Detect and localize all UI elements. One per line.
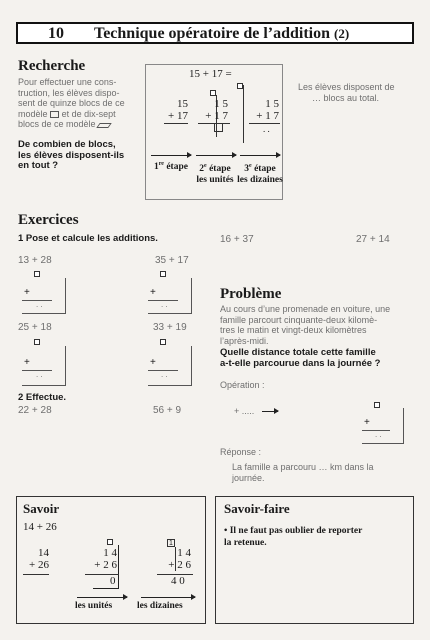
- recherche-title: Recherche: [18, 58, 86, 74]
- demo-col1-bottom: + 17: [168, 110, 188, 122]
- step-num: 1: [154, 162, 159, 173]
- plus-sign: +: [24, 357, 30, 368]
- demo-col3: [249, 98, 279, 122]
- step-sup: e: [249, 163, 252, 169]
- savoir-faire-title: Savoir-faire: [224, 501, 290, 516]
- lesson-title-text: Technique opératoire de l’addition: [94, 25, 331, 42]
- dots: . .: [161, 370, 168, 379]
- intro-line: blocs de ce modèle: [18, 119, 96, 130]
- lesson-part: (2): [334, 26, 350, 41]
- answer-line: … blocs au total.: [312, 92, 380, 103]
- demo-col2: [198, 98, 228, 122]
- demo-col3-bottom: + 1 7: [256, 110, 279, 122]
- savoir-carry: 1: [169, 540, 173, 547]
- savoir-col1: [21, 547, 49, 571]
- carry-box-icon: [160, 271, 166, 277]
- exercise-item: 13 + 28: [18, 255, 52, 266]
- step-sup: re: [158, 161, 164, 167]
- step-arrow: [240, 155, 280, 156]
- exercise-1-label: 1 Pose et calcule les additions.: [18, 233, 158, 244]
- flat-block-icon: [96, 123, 112, 128]
- reponse-label: Réponse :: [220, 447, 262, 457]
- savoir-col2-top: 1 4: [103, 547, 117, 559]
- intro-line: Pour effectuer une cons-: [18, 77, 117, 87]
- lesson-number: 10: [48, 25, 64, 42]
- savoir-col2-bottom: + 2 6: [94, 559, 117, 571]
- reponse-text: [232, 462, 412, 483]
- step-2-label: [191, 161, 239, 186]
- question-line: les élèves disposent-ils: [18, 149, 125, 161]
- exercise-item: 22 + 28: [18, 405, 52, 416]
- savoir-box: [16, 496, 206, 624]
- savoir-col3: [157, 547, 191, 571]
- demo-operation: 15 + 17 =: [189, 68, 232, 80]
- demo-col3-top: 1 5: [265, 98, 279, 110]
- savoir-faire-box: [215, 496, 414, 624]
- step-3-label: [235, 161, 285, 186]
- savoir-col2: [85, 547, 117, 571]
- probleme-question: [220, 348, 414, 369]
- dots: . .: [161, 300, 168, 309]
- savoir-faire-line: • Il ne faut pas oublier de reporter: [224, 526, 363, 536]
- probleme-line: l’après-midi.: [220, 335, 269, 346]
- intro-line: truction, les élèves dispo-: [18, 87, 120, 98]
- cube-block-icon: [50, 111, 59, 118]
- exercise-item: 16 + 37: [220, 234, 254, 245]
- question-line: De combien de blocs,: [18, 139, 116, 150]
- column-divider: [243, 85, 244, 143]
- probleme-line: Au cours d’une promenade en voiture, une: [220, 304, 391, 314]
- dots: . .: [375, 430, 382, 439]
- savoir-operation: 14 + 26: [23, 521, 57, 533]
- probleme-text: [220, 304, 414, 346]
- operation-label: Opération :: [220, 380, 265, 390]
- reponse-line: journée.: [232, 472, 265, 483]
- intro-line-with-block: [18, 119, 146, 130]
- step-arrow: [151, 155, 191, 156]
- savoir-label-unites: les unités: [75, 601, 113, 611]
- step-label: étape: [166, 162, 188, 173]
- question-line: en tout ?: [18, 160, 59, 172]
- savoir-col3-result: 4 0: [171, 575, 185, 587]
- intro-line: modèle: [18, 108, 48, 119]
- step-num: 3: [244, 164, 250, 175]
- demo-col2-top: 1 5: [214, 98, 228, 110]
- dots: . .: [36, 370, 43, 379]
- probleme-line: tres le matin et vingt-deux kilomètres: [220, 325, 367, 336]
- step-num: 2: [199, 164, 205, 175]
- step-arrow: [196, 155, 236, 156]
- exercise-item: 33 + 19: [153, 322, 187, 333]
- savoir-faire-line: la retenue.: [224, 538, 267, 548]
- savoir-faire-text: [224, 525, 409, 549]
- savoir-col2-result: 0: [110, 575, 116, 587]
- plus-sign: +: [24, 287, 30, 298]
- step-arrow: [141, 597, 195, 598]
- operation-template: + .....: [234, 406, 255, 416]
- probleme-line: famille parcourt cinquante-deux kilomè-: [220, 314, 378, 325]
- probleme-question-line: a-t-elle parcourue dans la journée ?: [220, 357, 381, 369]
- reponse-line: La famille a parcouru … km dans la: [232, 462, 374, 472]
- step-label: étape: [254, 164, 276, 175]
- carry-box-icon: [160, 339, 166, 345]
- demo-col3-result: . .: [263, 124, 270, 134]
- step-1-label: [149, 161, 193, 172]
- savoir-title: Savoir: [23, 501, 60, 516]
- savoir-carry-box: [167, 539, 175, 547]
- recherche-question: [18, 140, 148, 172]
- exercise-item: 27 + 14: [356, 234, 390, 245]
- intro-line: et de dix-sept: [61, 108, 116, 119]
- savoir-col1-line: [23, 574, 49, 575]
- probleme-question-line: Quelle distance totale cette famille: [220, 347, 376, 358]
- step-label: étape: [209, 164, 231, 175]
- intro-line: sent de quinze blocs de ce: [18, 98, 125, 109]
- operation-arrow: [262, 411, 278, 412]
- step-sub: les unités: [196, 175, 234, 186]
- demo-col1-line: [164, 123, 188, 124]
- savoir-col1-bottom: + 26: [29, 559, 49, 571]
- exercise-item: 25 + 18: [18, 322, 52, 333]
- exercise-item: 35 + 17: [155, 255, 189, 266]
- carry-box-icon: [34, 271, 40, 277]
- recherche-answer: [298, 82, 416, 103]
- step-arrow: [77, 597, 127, 598]
- intro-line-with-block: [18, 109, 146, 120]
- demo-col1-top: 15: [177, 98, 188, 110]
- exercise-2-label: 2 Effectue.: [18, 392, 67, 403]
- savoir-label-dizaines: les dizaines: [137, 601, 183, 611]
- demo-col2-result: .: [217, 124, 220, 134]
- carry-box-icon: [34, 339, 40, 345]
- answer-line: Les élèves disposent de: [298, 82, 395, 92]
- plus-sign: +: [150, 287, 156, 298]
- demo-box: [145, 64, 283, 200]
- probleme-title: Problème: [220, 286, 282, 302]
- demo-col1: [166, 98, 188, 122]
- recherche-intro: [18, 77, 146, 130]
- lesson-header: [16, 22, 414, 44]
- plus-sign: +: [150, 357, 156, 368]
- lesson-title: [94, 25, 349, 43]
- plus-sign: +: [364, 417, 370, 428]
- savoir-col1-top: 14: [38, 547, 49, 559]
- step-sup: e: [204, 163, 207, 169]
- savoir-col3-bottom: + 2 6: [168, 559, 191, 571]
- exercices-title: Exercices: [18, 212, 79, 228]
- step-sub: les dizaines: [237, 175, 283, 186]
- savoir-col3-top: 1 4: [177, 547, 191, 559]
- demo-col2-bottom: + 1 7: [205, 110, 228, 122]
- exercise-item: 56 + 9: [153, 405, 182, 416]
- dots: . .: [36, 300, 43, 309]
